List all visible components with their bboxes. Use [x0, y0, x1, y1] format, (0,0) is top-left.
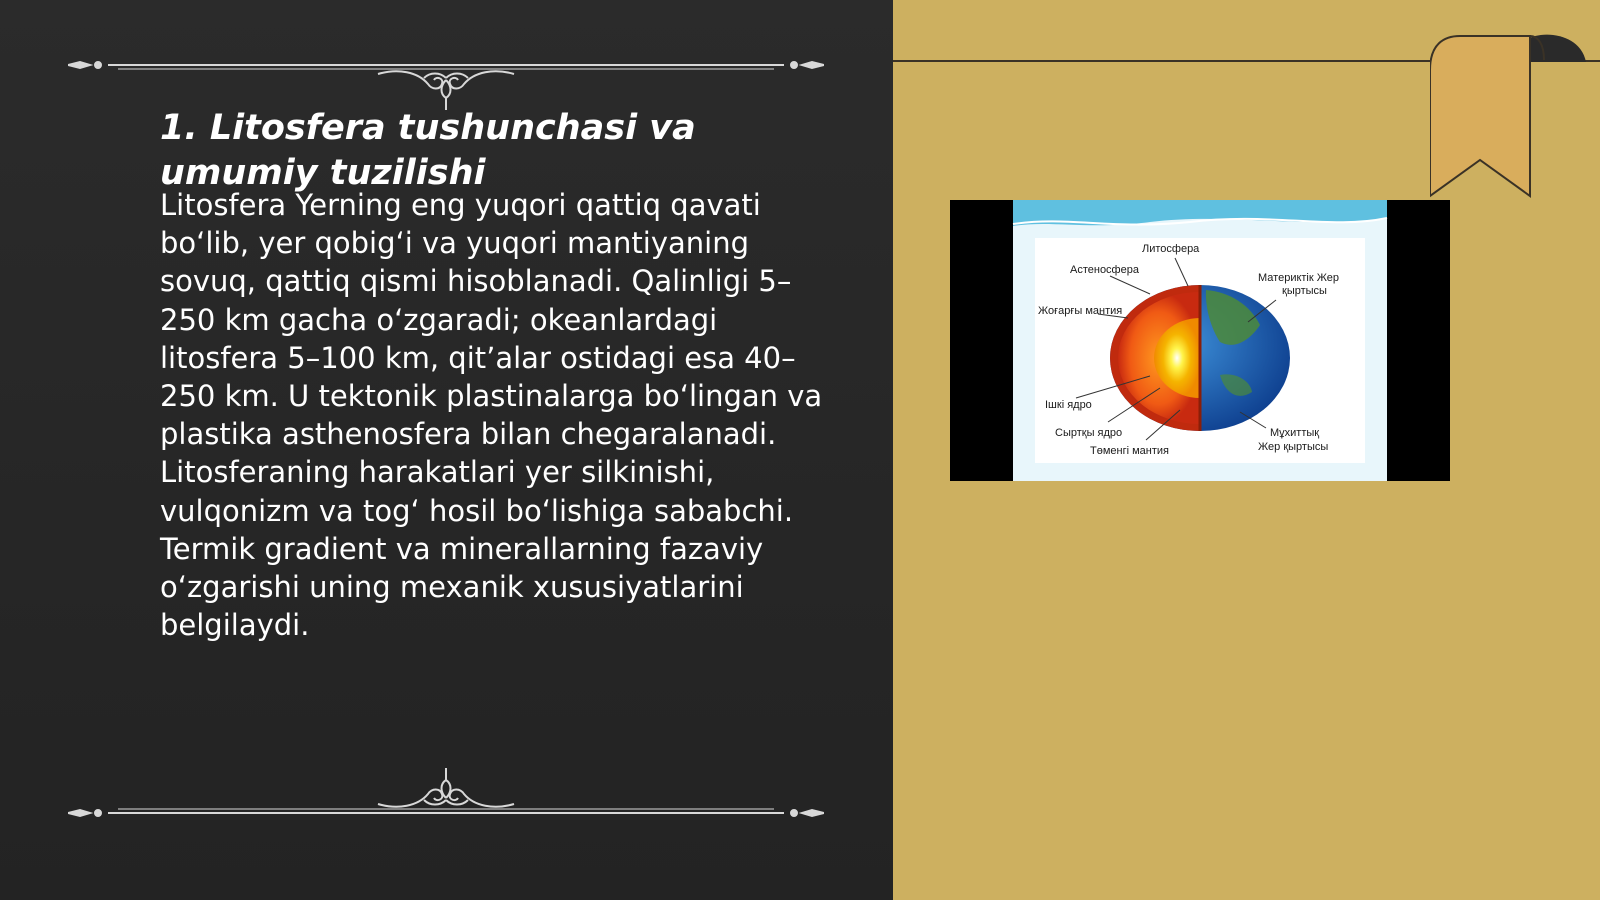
label-lithosphere: Литосфера: [1142, 243, 1200, 255]
ornament-divider-top: [68, 50, 824, 110]
label-continental-crust-1: Материктік Жер: [1258, 272, 1340, 284]
label-oceanic-crust-1: Мұхиттық: [1270, 427, 1320, 439]
earth-structure-diagram: [950, 200, 1450, 481]
label-oceanic-crust-2: Жер қыртысы: [1258, 441, 1329, 453]
slide-body-text: Litosfera Yerning eng yuqori qattiq qavati bo‘lib, yer qobig‘i va yuqori mantiyaning sovuq, qattiq qismi hisoblanadi. Qalinligi 5–250 km gacha o‘zgaradi; okeanlardagi litosfera 5–100 km, qit’alar ostidagi esa 40–250 km. U tektonik plastinalarga bo‘lingan va plastika asthenosfera bilan chegaralanadi. Litosferaning harakatlari yer silkinishi, vulqonizm va tog‘ hosil bo‘lishiga sababchi. Termik gradient va minerallarning fazaviy o‘zgarishi uning mexanik xususiyatlarini belgilaydi.: [160, 188, 823, 643]
label-upper-mantle: Жоғарғы мантия: [1038, 305, 1123, 317]
label-outer-core: Сыртқы ядро: [1055, 427, 1123, 439]
label-inner-core: Ішкі ядро: [1045, 399, 1092, 411]
slide-title: 1. Litosfera tushunchasi va umumiy tuzilishi: [160, 108, 696, 193]
bookmark-ribbon: [1430, 30, 1590, 200]
ornament-divider-bottom: [68, 768, 824, 828]
label-continental-crust-2: қыртысы: [1282, 285, 1327, 297]
label-asthenosphere: Астеносфера: [1070, 264, 1139, 276]
label-lower-mantle: Төменгі мантия: [1090, 445, 1169, 457]
